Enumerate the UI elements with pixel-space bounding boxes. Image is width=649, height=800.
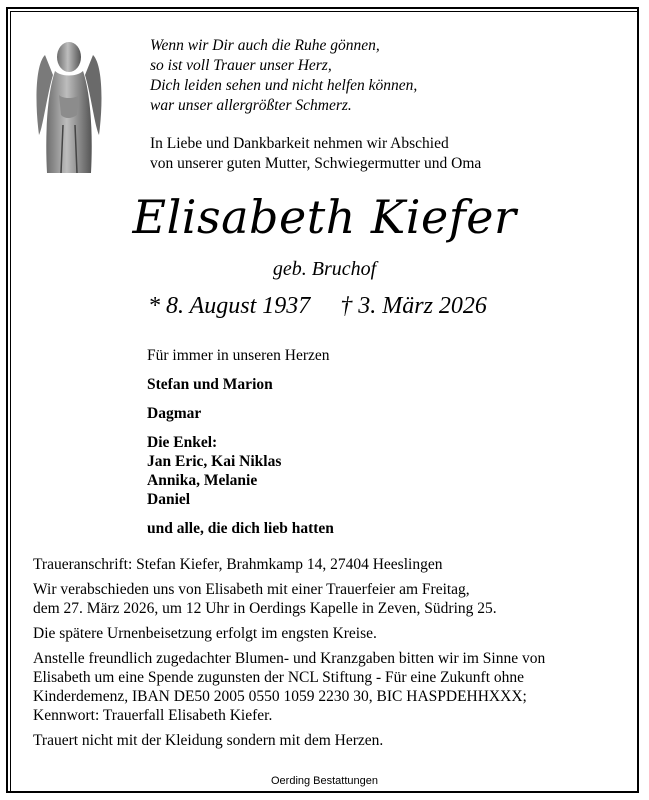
- farewell-line: von unserer guten Mutter, Schwiegermutter und Oma: [150, 155, 482, 172]
- funeral-info: [33, 555, 623, 756]
- donation-line: Elisabeth um eine Spende zugunsten der NCL Stiftung - Für eine Zukunft ohne: [33, 669, 525, 686]
- funeral-home: Oerding Bestattungen: [270, 775, 379, 787]
- ceremony-line: dem 27. März 2026, um 12 Uhr in Oerdings Kapelle in Zeven, Südring 25.: [33, 600, 497, 617]
- family-list: [147, 346, 334, 538]
- poem-line: Wenn wir Dir auch die Ruhe gönnen,: [150, 37, 380, 54]
- poem: [150, 36, 417, 116]
- deceased-name: Elisabeth Kiefer: [132, 190, 517, 244]
- grandchildren-line: Daniel: [147, 491, 191, 508]
- grandchildren-label: Die Enkel:: [147, 434, 218, 451]
- ceremony-line: Wir verabschieden uns von Elisabeth mit einer Trauerfeier am Freitag,: [33, 581, 470, 598]
- family-member: Stefan und Marion: [147, 376, 273, 393]
- birth-date: * 8. August 1937: [148, 293, 311, 319]
- grandchildren-line: Annika, Melanie: [147, 472, 258, 489]
- donation-line: Kinderdemenz, IBAN DE50 2005 0550 1059 2230 30, BIC HASPDEHHXXX;: [33, 688, 527, 705]
- donation-line: Kennwort: Trauerfall Elisabeth Kiefer.: [33, 707, 273, 724]
- poem-line: war unser allergrößter Schmerz.: [150, 97, 352, 114]
- farewell-line: In Liebe und Dankbarkeit nehmen wir Abschied: [150, 135, 449, 152]
- family-member: Dagmar: [147, 405, 202, 422]
- poem-line: Dich leiden sehen und nicht helfen können,: [150, 77, 418, 94]
- donation-line: Anstelle freundlich zugedachter Blumen- und Kranzgaben bitten wir im Sinne von: [33, 650, 546, 667]
- maiden-name: geb. Bruchof: [272, 258, 377, 280]
- life-dates: [148, 293, 487, 320]
- grandchildren-line: Jan Eric, Kai Niklas: [147, 453, 282, 470]
- dress-note: Trauert nicht mit der Kleidung sondern mit dem Herzen.: [33, 732, 384, 749]
- family-closing: und alle, die dich lieb hatten: [147, 520, 334, 537]
- ceremony-details: [33, 580, 623, 618]
- death-date: † 3. März 2026: [340, 293, 487, 319]
- family-intro: Für immer in unseren Herzen: [147, 347, 330, 364]
- farewell-text: [150, 134, 481, 174]
- mourning-address: Traueranschrift: Stefan Kiefer, Brahmkamp 14, 27404 Heeslingen: [33, 556, 443, 573]
- angel-figure-image: [33, 35, 105, 175]
- urn-burial-note: Die spätere Urnenbeisetzung erfolgt im engsten Kreise.: [33, 625, 377, 642]
- donation-request: [33, 649, 623, 725]
- poem-line: so ist voll Trauer unser Herz,: [150, 57, 332, 74]
